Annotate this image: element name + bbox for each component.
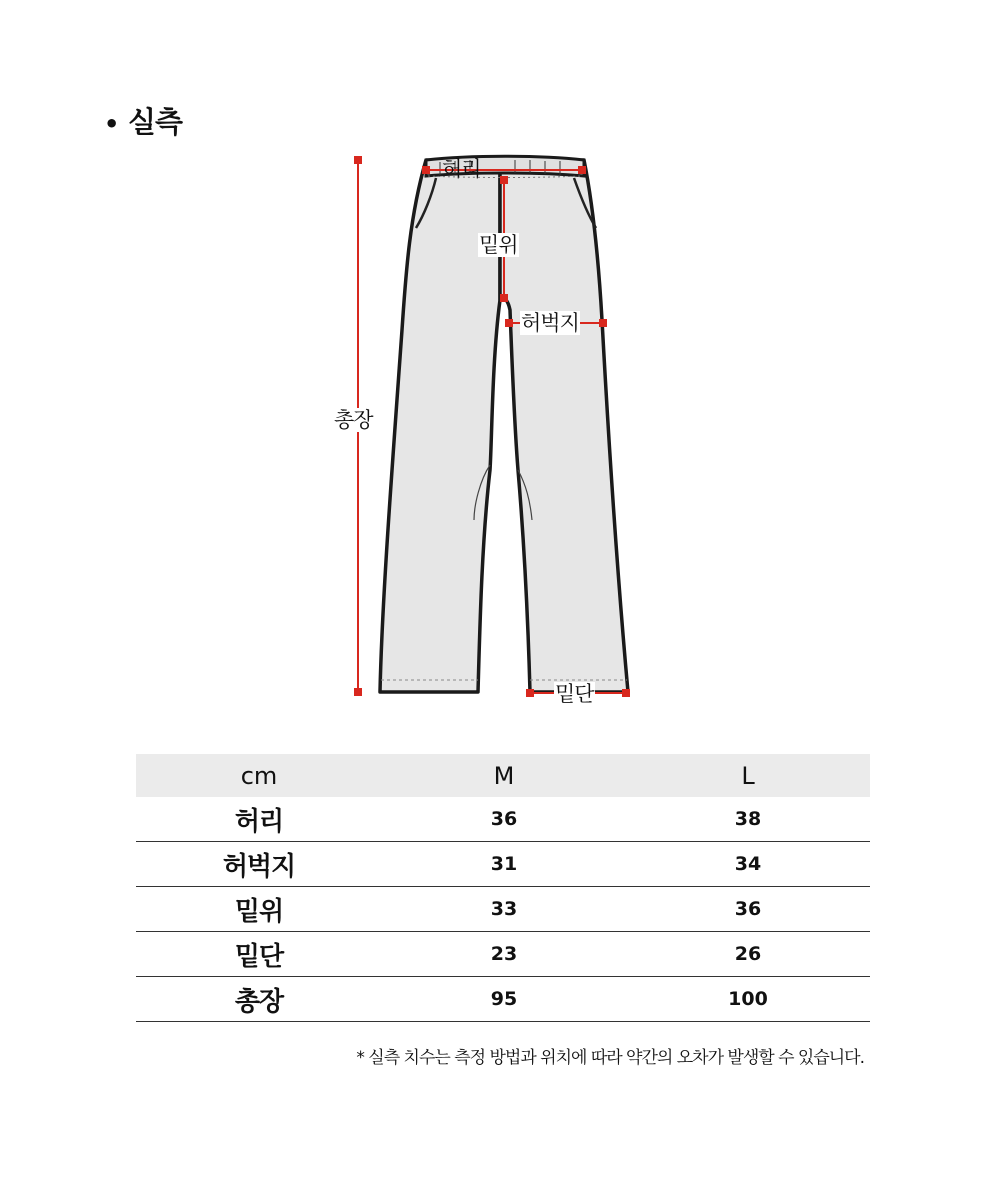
header-unit: cm [136,754,382,797]
rise-end-bottom [500,294,508,302]
label-thigh: 허벅지 [521,311,579,335]
row-label: 밑위 [136,887,382,932]
cell-value-l: 26 [626,932,870,977]
pants-right-leg [500,160,628,692]
row-label: 총장 [136,977,382,1022]
cell-value-l: 100 [626,977,870,1022]
label-total-length: 총장 [334,408,373,432]
cell-value-l: 34 [626,842,870,887]
label-waist: 허리 [442,157,481,181]
thigh-end-left [505,319,513,327]
table-row [136,977,870,1022]
row-label: 밑단 [136,932,382,977]
hem-end-left [526,689,534,697]
row-label: 허리 [136,797,382,842]
cell-value-m: 33 [382,887,626,932]
cell-value-m: 31 [382,842,626,887]
table-row [136,797,870,842]
section-title-text: 실측 [128,105,183,139]
rise-end-top [500,176,508,184]
table-header-row [136,754,870,797]
thigh-end-right [599,319,607,327]
waist-end-right [578,166,586,174]
hem-end-right [622,689,630,697]
cell-value-m: 36 [382,797,626,842]
cell-value-m: 95 [382,977,626,1022]
table-row [136,932,870,977]
header-size-m: M [382,754,626,797]
header-size-l: L [626,754,870,797]
label-hem: 밑단 [555,682,594,706]
table-row [136,887,870,932]
row-label: 허벅지 [136,842,382,887]
table-row [136,842,870,887]
total-length-end-top [354,156,362,164]
cell-value-l: 36 [626,887,870,932]
total-length-end-bottom [354,688,362,696]
label-rise: 밑위 [479,233,518,257]
cell-value-l: 38 [626,797,870,842]
bullet-icon: • [104,110,119,138]
waist-end-left [422,166,430,174]
cell-value-m: 23 [382,932,626,977]
measurement-note: * 실측 치수는 측정 방법과 위치에 따라 약간의 오차가 발생할 수 있습니다. [356,1048,864,1068]
size-table [136,754,870,1022]
